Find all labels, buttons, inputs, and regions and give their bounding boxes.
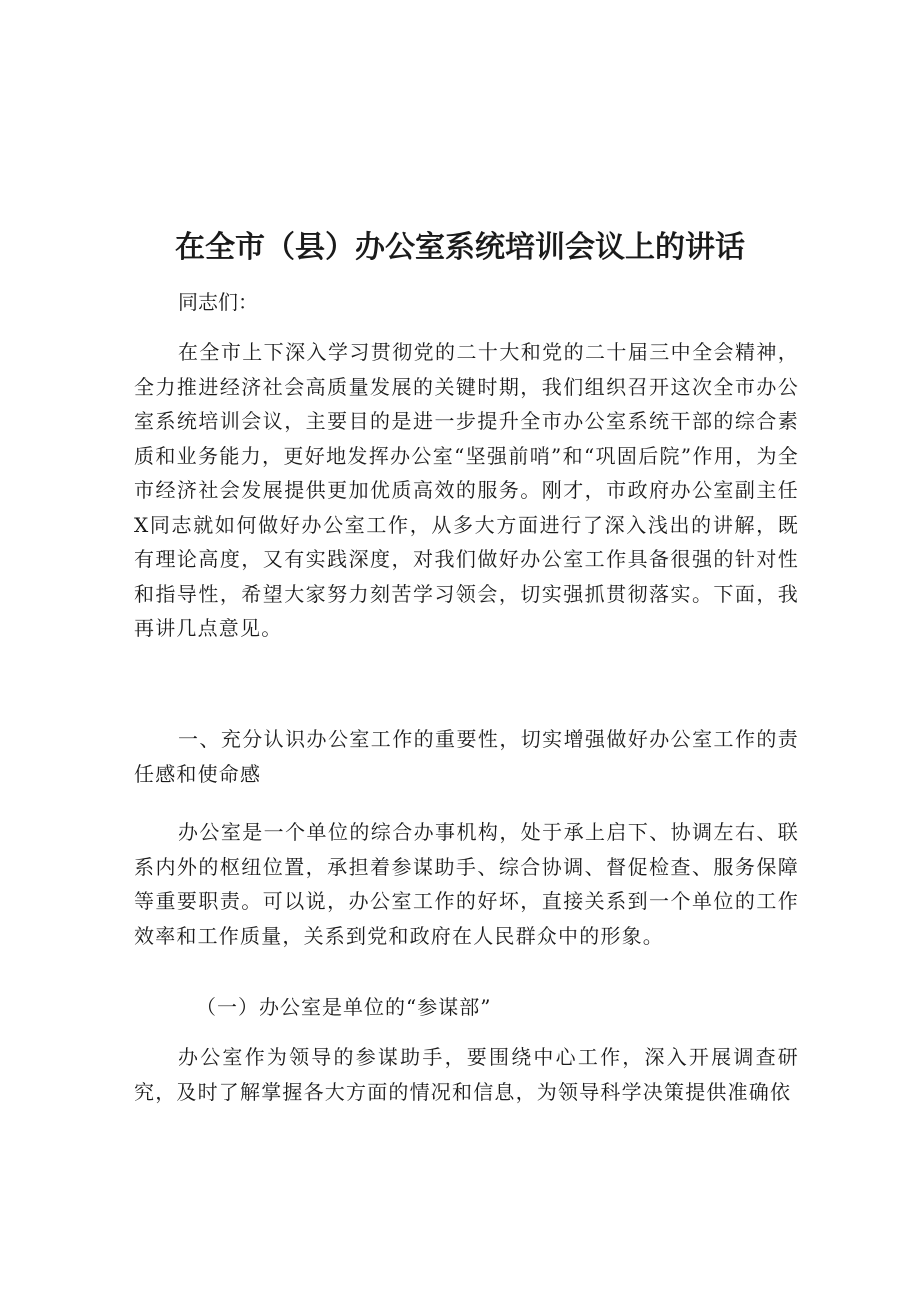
salutation: 同志们：	[178, 290, 258, 314]
document-title: 在全市（县）办公室系统培训会议上的讲话	[175, 230, 745, 265]
section-heading-1: 一、充分认识办公室工作的重要性，切实增强做好办公室工作的责任感和使命感	[134, 727, 799, 786]
section-1-paragraph: 办公室是一个单位的综合办事机构，处于承上启下、协调左右、联系内外的枢纽位置，承担着参谋助手、综合协调、督促检查、服务保障等重要职责。可以说，办公室工作的好坏，直接关系到一个单位的工作效率和工作质量，关系到党和政府在人民群众中的形象。	[134, 820, 799, 948]
subsection-heading-1: （一）办公室是单位的“参谋部”	[196, 995, 492, 1019]
subsection-1-paragraph: 办公室作为领导的参谋助手，要围绕中心工作，深入开展调查研究，及时了解掌握各大方面的情况和信息，为领导科学决策提供准确依	[134, 1045, 799, 1104]
intro-paragraph: 在全市上下深入学习贯彻党的二十大和党的二十届三中全会精神，全力推进经济社会高质量发展的关键时期，我们组织召开这次全市办公室系统培训会议，主要目的是进一步提升全市办公室系统干部的综合素质和业务能力，更好地发挥办公室“坚强前哨”和“巩固后院”作用，为全市经济社会发展提供更加优质高效的服务。刚才，市政府办公室副主任X同志就如何做好办公室工作，从多大方面进行了深入浅出的讲解，既有理论高度，又有实践深度，对我们做好办公室工作具备很强的针对性和指导性，希望大家努力刻苦学习领会，切实强抓贯彻落实。下面，我再讲几点意见。	[134, 340, 799, 640]
